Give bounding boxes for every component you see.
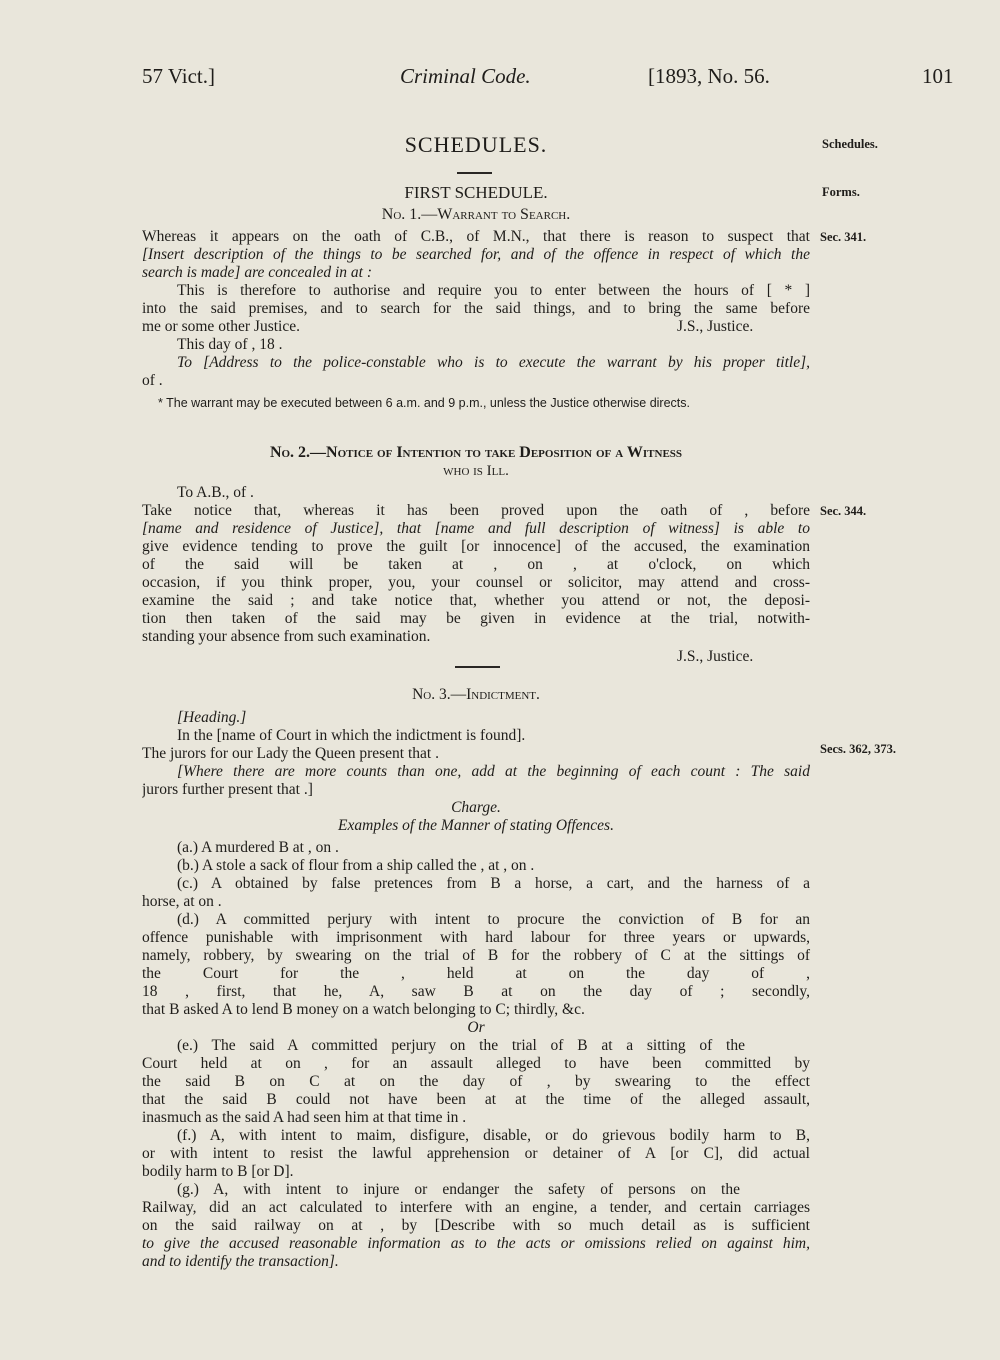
form-3-line: In the [name of Court in which the indictment is found].	[177, 727, 526, 744]
form-2-line: tion then taken of the said may be given in evidence at the trial, notwith-	[142, 610, 810, 627]
form-2-line: standing your absence from such examination.	[142, 628, 431, 645]
form-1-line: of .	[142, 372, 163, 389]
header-left: 57 Vict.]	[142, 64, 216, 88]
form-2-heading: No. 2.—Notice of Intention to take Deposition of a Witness	[269, 444, 683, 461]
schedules-title: SCHEDULES.	[404, 132, 548, 157]
form-3-line: inasmuch as the said A had seen him at that time in .	[142, 1109, 467, 1126]
form-3-body	[142, 709, 810, 1271]
form-3-line: the said B on C at on the day of , by swearing to the effect	[142, 1073, 810, 1090]
form-3-example-f: (f.) A, with intent to maim, disfigure, disable, or do grievous bodily harm to B,	[177, 1127, 810, 1144]
form-1-line: search is made] are concealed in at :	[142, 264, 373, 281]
divider-rule	[455, 666, 500, 668]
form-3-line: jurors further present that .]	[142, 781, 313, 798]
form-3-example-g: (g.) A, with intent to injure or endanger the safety of persons on the	[177, 1181, 740, 1198]
form-3-line: Court held at on , for an assault alleged to have been committed by	[142, 1055, 810, 1072]
margin-note-sec-341: Sec. 341.	[820, 230, 867, 244]
form-1-line: Whereas it appears on the oath of C.B., of M.N., that there is reason to suspect that	[142, 228, 810, 245]
header-title: Criminal Code.	[400, 64, 531, 88]
form-3-line: or with intent to resist the lawful apprehension or detainer of A [or C], did actual	[142, 1145, 810, 1162]
margin-note-sec-344: Sec. 344.	[820, 504, 867, 518]
form-3-examples-heading: Examples of the Manner of stating Offences.	[338, 817, 614, 834]
form-3-line: that the said B could not have been at at the time of the alleged assault,	[142, 1091, 810, 1108]
form-2-line: To A.B., of .	[177, 484, 254, 501]
form-3-line: bodily harm to B [or D].	[142, 1163, 294, 1180]
form-1-signature-row	[142, 318, 810, 336]
form-3-example-e: (e.) The said A committed perjury on the trial of B at a sitting of the	[177, 1037, 745, 1054]
form-3-line: [Heading.]	[177, 709, 247, 726]
form-1-date-line: This day of , 18 .	[177, 336, 283, 353]
form-1-line: into the said premises, and to search for the said things, and to bring the same before	[142, 300, 810, 317]
form-3-line: namely, robbery, by swearing on the trial of B for the robbery of C at the sittings of	[142, 947, 810, 964]
form-1-line: me or some other Justice.	[142, 318, 300, 335]
form-2-line: occasion, if you think proper, you, your counsel or solicitor, may attend and cross-	[142, 574, 810, 591]
form-3-line: the Court for the , held at on the day of ,	[142, 965, 810, 982]
form-3-line: Railway, did an act calculated to interfere with an engine, a tender, and certain carriages	[142, 1199, 810, 1216]
form-3-example-a: (a.) A murdered B at , on .	[177, 839, 339, 856]
form-3-line: offence punishable with imprisonment with hard labour for three years or upwards,	[142, 929, 810, 946]
form-2-line: Take notice that, whereas it has been proved upon the oath of , before	[142, 502, 810, 519]
form-3-charge-label: Charge.	[451, 799, 501, 816]
form-2-heading-cont: who is Ill.	[443, 463, 509, 479]
margin-note-schedules: Schedules.	[822, 137, 878, 151]
form-2-signature: J.S., Justice.	[677, 648, 754, 665]
first-schedule-title: FIRST SCHEDULE.	[404, 183, 548, 202]
form-2-body	[142, 484, 810, 664]
form-3-line: on the said railway on at , by [Describe with so much detail as is sufficient	[142, 1217, 810, 1234]
form-3-example-b: (b.) A stole a sack of flour from a ship called the , at , on .	[177, 857, 535, 874]
form-2-line: give evidence tending to prove the guilt [or innocence] of the accused, the examination	[142, 538, 810, 555]
form-2-line: [name and residence of Justice], that [name and full description of witness] is able to	[142, 520, 810, 537]
form-3-line: [Where there are more counts than one, add at the beginning of each count : The said	[177, 763, 810, 780]
form-1-line: To [Address to the police-constable who is to execute the warrant by his proper title],	[177, 354, 810, 371]
form-3-or-divider: Or	[467, 1019, 485, 1036]
form-1-body	[142, 228, 810, 390]
header-year: [1893, No. 56.	[648, 64, 770, 88]
form-2-line: examine the said ; and take notice that, whether you attend or not, the deposi-	[142, 592, 810, 609]
form-3-line: 18 , first, that he, A, saw B at on the day of ; secondly,	[142, 983, 810, 1000]
form-3-line: to give the accused reasonable information as to the acts or omissions relied on against him,	[142, 1235, 810, 1252]
form-3-example-d: (d.) A committed perjury with intent to procure the conviction of B for an	[177, 911, 810, 928]
form-1-line: [Insert description of the things to be searched for, and of the offence in respect of which the	[142, 246, 810, 263]
form-1-heading: No. 1.—Warrant to Search.	[381, 206, 571, 223]
form-3-example-c: (c.) A obtained by false pretences from B a horse, a cart, and the harness of a	[177, 875, 810, 892]
form-3-heading: No. 3.—Indictment.	[412, 686, 540, 703]
form-3-line: and to identify the transaction].	[142, 1253, 339, 1270]
margin-note-secs-362-373: Secs. 362, 373.	[820, 742, 897, 756]
margin-note-forms: Forms.	[822, 185, 860, 199]
form-2-line: of the said will be taken at , on , at o'clock, on which	[142, 556, 810, 573]
form-1-signature: J.S., Justice.	[677, 318, 754, 335]
form-2-signature-row	[142, 646, 810, 664]
form-3-line: The jurors for our Lady the Queen present that .	[142, 745, 439, 762]
form-1-line: This is therefore to authorise and require you to enter between the hours of [ * ]	[177, 282, 810, 299]
form-1-footnote: * The warrant may be executed between 6 a.m. and 9 p.m., unless the Justice otherwise directs.	[158, 396, 690, 410]
form-3-line: horse, at on .	[142, 893, 222, 910]
page-number: 101	[922, 64, 954, 88]
form-3-line: that B asked A to lend B money on a watch belonging to C; thirdly, &c.	[142, 1001, 585, 1018]
divider-rule	[457, 172, 492, 174]
